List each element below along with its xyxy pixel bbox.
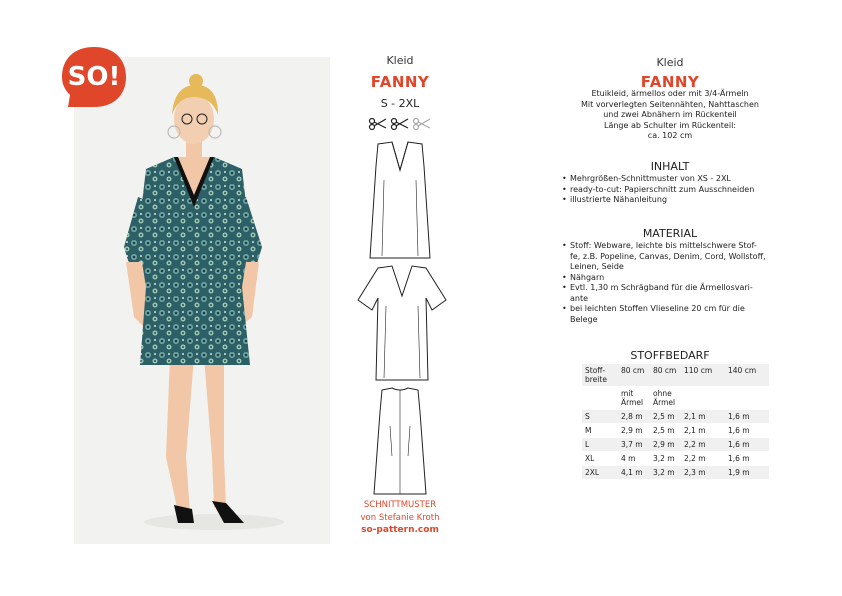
flat-back — [370, 386, 430, 496]
list-item — [562, 241, 780, 273]
table-cell: 2,3 m — [681, 466, 725, 480]
table-cell: 1,6 m — [725, 424, 769, 438]
list-item-text: Leinen, Seide — [570, 262, 624, 271]
list-item: • Nähgarn — [562, 273, 780, 284]
table-cell-text: Stoff- — [585, 366, 606, 375]
table-cell: 2XL — [582, 466, 618, 480]
table-cell: 3,2 m — [650, 466, 681, 480]
table-cell: 2,2 m — [681, 438, 725, 452]
description-line: ca. 102 cm — [647, 131, 693, 140]
table-cell: L — [582, 438, 618, 452]
table-row — [582, 424, 769, 438]
list-item-text: fe, z.B. Popeline, Canvas, Denim, Cord, Wollstoff, — [570, 251, 766, 261]
flat-sleeveless-front — [364, 140, 436, 260]
table-cell: 2,9 m — [618, 424, 650, 438]
table-cell: 3,7 m — [618, 438, 650, 452]
logo-text: SO! — [67, 62, 121, 92]
table-cell: 140 cm — [725, 364, 769, 387]
table-cell: 4,1 m — [618, 466, 650, 480]
inhalt-list — [562, 174, 780, 206]
table-cell — [725, 387, 769, 410]
table-cell — [650, 387, 681, 410]
credit-author: von Stefanie Kroth — [360, 513, 440, 523]
list-item — [562, 304, 780, 325]
right-title: FANNY — [640, 73, 700, 91]
so-logo — [60, 45, 128, 109]
table-cell: 1,6 m — [725, 410, 769, 424]
table-cell: 2,5 m — [650, 410, 681, 424]
description — [560, 89, 780, 142]
table-subheader-row — [582, 387, 769, 410]
list-item — [562, 283, 780, 304]
table-cell-text: Ärmel — [621, 398, 644, 407]
description-line: Mit vorverlegten Seitennähten, Nahttaschen — [581, 99, 759, 109]
right-kleid-label: Kleid — [656, 56, 684, 69]
list-item: • Mehrgrößen-Schnittmuster von XS - 2XL — [562, 174, 780, 185]
table-row — [582, 466, 769, 480]
fabric-table — [582, 364, 769, 480]
list-item-text: Evtl. 1,30 m Schrägband für die Ärmellosvari- — [570, 283, 753, 292]
list-item-text: Stoff: Webware, leichte bis mittelschwere Stof- — [570, 241, 757, 250]
table-cell-text: ohne — [653, 389, 672, 398]
middle-kleid-label: Kleid — [386, 54, 414, 67]
table-cell: M — [582, 424, 618, 438]
list-item-text: ante — [570, 293, 589, 303]
scissors-icon — [368, 116, 432, 132]
flat-sleeved-front — [356, 264, 448, 382]
table-cell: 80 cm — [618, 364, 650, 387]
list-item-text: Belege — [570, 314, 598, 324]
description-line: Länge ab Schulter im Rückenteil: — [604, 120, 736, 130]
material-heading: MATERIAL — [642, 227, 698, 240]
table-header-row — [582, 364, 769, 387]
size-range: S - 2XL — [380, 97, 420, 110]
list-item-text: bei leichten Stoffen Vlieseline 20 cm für die — [570, 304, 745, 313]
stoffbedarf-heading: STOFFBEDARF — [630, 349, 710, 362]
middle-title: FANNY — [370, 73, 430, 91]
table-cell-text: Ärmel — [653, 398, 676, 407]
table-cell: 80 cm — [650, 364, 681, 387]
table-row — [582, 452, 769, 466]
model-illustration — [74, 57, 330, 544]
table-cell: 2,9 m — [650, 438, 681, 452]
table-cell: 110 cm — [681, 364, 725, 387]
inhalt-heading: INHALT — [650, 160, 690, 173]
table-cell — [681, 387, 725, 410]
description-line: Etuikleid, ärmellos oder mit 3/4-Ärmeln — [591, 89, 749, 98]
table-cell — [618, 387, 650, 410]
list-item: • ready-to-cut: Papierschnitt zum Ausschneiden — [562, 185, 780, 196]
table-cell: S — [582, 410, 618, 424]
table-cell: XL — [582, 452, 618, 466]
credit-website: so-pattern.com — [361, 525, 439, 535]
table-cell: 2,1 m — [681, 424, 725, 438]
table-cell — [582, 364, 618, 387]
table-cell: 2,5 m — [650, 424, 681, 438]
credit-schnittmuster: SCHNITTMUSTER — [363, 500, 437, 510]
description-line: und zwei Abnähern im Rückenteil — [603, 110, 737, 119]
table-cell: 2,1 m — [681, 410, 725, 424]
table-cell — [582, 387, 618, 410]
table-cell: 2,2 m — [681, 452, 725, 466]
table-cell: 1,9 m — [725, 466, 769, 480]
table-cell: 2,8 m — [618, 410, 650, 424]
table-cell: 1,6 m — [725, 438, 769, 452]
table-cell: 3,2 m — [650, 452, 681, 466]
list-item: • illustrierte Nähanleitung — [562, 195, 780, 206]
table-cell-text: breite — [585, 375, 607, 384]
material-list — [562, 241, 780, 325]
model-photo — [74, 57, 330, 544]
table-cell: 1,6 m — [725, 452, 769, 466]
table-row — [582, 410, 769, 424]
table-row — [582, 438, 769, 452]
table-cell: 4 m — [618, 452, 650, 466]
table-cell-text: mit — [621, 389, 634, 398]
